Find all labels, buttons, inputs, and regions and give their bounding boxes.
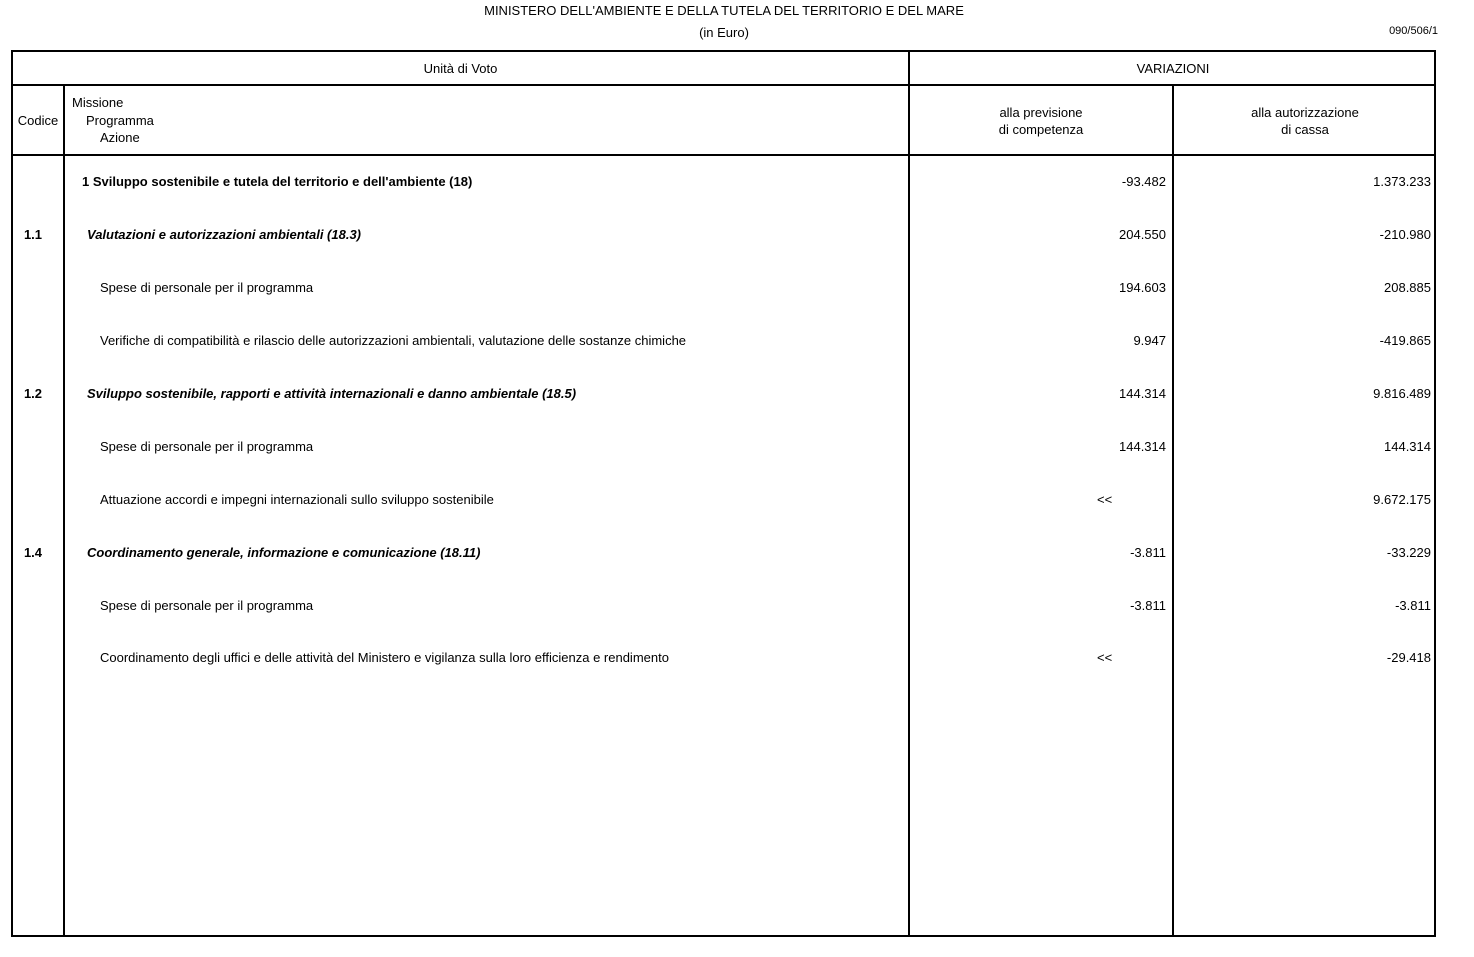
azione-header: Azione <box>100 130 140 145</box>
row-cassa: 208.885 <box>1384 280 1431 295</box>
row-label: Verifiche di compatibilità e rilascio delle autorizzazioni ambientali, valutazione delle sostanze chimiche <box>100 333 687 348</box>
cassa-divider <box>1172 84 1174 937</box>
codice-header: Codice <box>17 113 59 128</box>
row-cassa: -210.980 <box>1379 227 1431 242</box>
cassa-header-line1: alla autorizzazione <box>1251 105 1359 120</box>
row-competenza: -3.811 <box>1130 545 1166 560</box>
row-code: 1.2 <box>23 386 43 401</box>
variazioni-header: VARIAZIONI <box>1136 61 1210 76</box>
document-code: 090/506/1 <box>1389 25 1438 37</box>
header-divider-bottom <box>11 154 1436 156</box>
row-label: Spese di personale per il programma <box>100 598 314 613</box>
row-cassa: 9.672.175 <box>1373 492 1431 507</box>
document-title: MINISTERO DELL'AMBIENTE E DELLA TUTELA DEL TERRITORIO E DEL MARE <box>484 3 964 18</box>
row-cassa: 1.373.233 <box>1373 174 1431 189</box>
row-competenza: 204.550 <box>1119 227 1166 242</box>
row-label: Coordinamento generale, informazione e comunicazione (18.11) <box>87 545 481 560</box>
row-cassa: 144.314 <box>1384 439 1431 454</box>
row-code: 1.1 <box>23 227 43 242</box>
row-competenza: -93.482 <box>1121 174 1166 189</box>
programma-header: Programma <box>86 113 154 128</box>
row-cassa: -3.811 <box>1395 598 1431 613</box>
row-label: Sviluppo sostenibile, rapporti e attività internazionali e danno ambientale (18.5) <box>87 386 577 401</box>
row-label: 1 Sviluppo sostenibile e tutela del territorio e dell'ambiente (18) <box>82 174 473 189</box>
variazioni-divider <box>908 50 910 937</box>
row-code: 1.4 <box>23 545 43 560</box>
previsione-header-line2: di competenza <box>998 122 1084 137</box>
row-competenza: 9.947 <box>1133 333 1166 348</box>
unita-di-voto-header: Unità di Voto <box>423 61 498 76</box>
row-cassa: 9.816.489 <box>1373 386 1431 401</box>
cassa-header-line2: di cassa <box>1281 122 1329 137</box>
codice-divider <box>63 84 65 937</box>
row-competenza: << <box>1097 650 1113 665</box>
row-competenza: 144.314 <box>1119 439 1166 454</box>
row-competenza: 194.603 <box>1119 280 1166 295</box>
document-subtitle: (in Euro) <box>699 25 749 40</box>
missione-header: Missione <box>72 95 124 110</box>
row-competenza: 144.314 <box>1119 386 1166 401</box>
row-cassa: -419.865 <box>1379 333 1431 348</box>
row-cassa: -29.418 <box>1386 650 1431 665</box>
row-label: Coordinamento degli uffici e delle attività del Ministero e vigilanza sulla loro efficienza e rendimento <box>100 650 669 665</box>
row-label: Valutazioni e autorizzazioni ambientali (18.3) <box>87 227 362 242</box>
previsione-header-line1: alla previsione <box>999 105 1083 120</box>
row-competenza: << <box>1097 492 1113 507</box>
row-label: Attuazione accordi e impegni internazionali sullo sviluppo sostenibile <box>100 492 494 507</box>
row-cassa: -33.229 <box>1386 545 1431 560</box>
row-competenza: -3.811 <box>1130 598 1166 613</box>
row-label: Spese di personale per il programma <box>100 280 314 295</box>
header-divider-top <box>11 84 1436 86</box>
row-label: Spese di personale per il programma <box>100 439 314 454</box>
